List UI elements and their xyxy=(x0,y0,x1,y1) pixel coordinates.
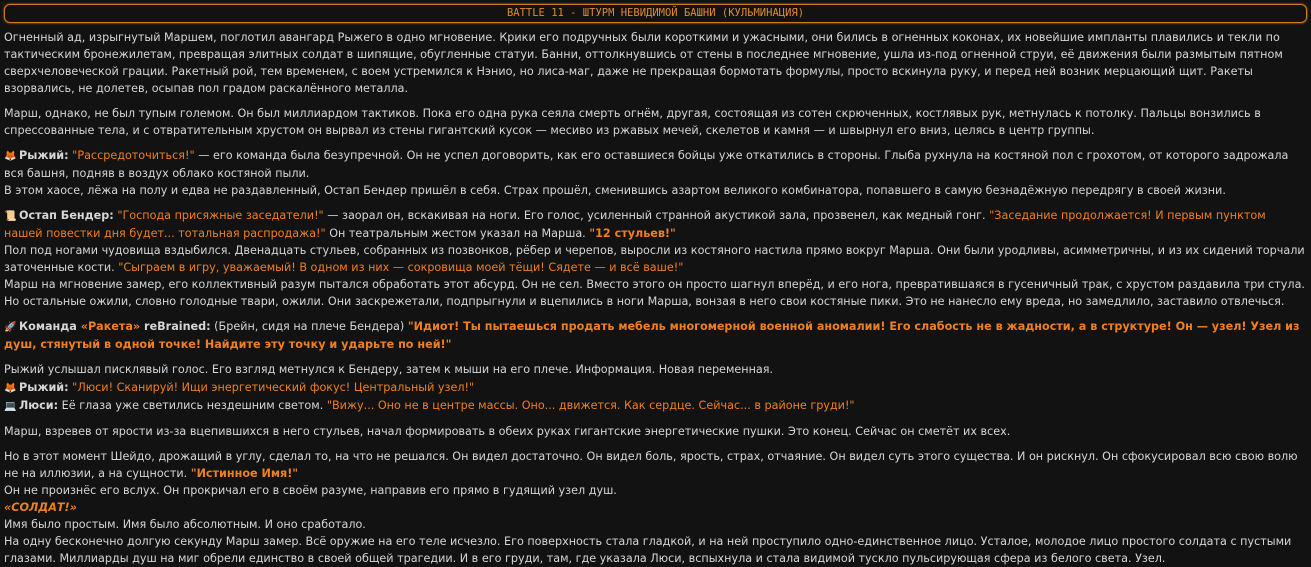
quote: "12 стульев!" xyxy=(589,227,676,240)
narration: В этом хаосе, лёжа на полу и едва не раздавленный, Остап Бендер пришёл в себя. Страх прошёл, сменившись азартом великого комбинатора, попавшего в самую безнадёжную передрягу в своей жизни. xyxy=(4,184,1226,197)
narration: На одну бесконечно долгую секунду Марш замер. Всё оружие на его теле исчезло. Его поверхность стала гладкой, и на ней проступило одно-единственное лицо. Усталое, молодое лицо простого солдата с пустыми глазами. Миллиарды душ на миг обрели единство в своей общей трагедии. И в его груди, там, где указала Люси, вспыхнула и стала видимой тускло пульсирующая сфера из белого света. Узел. xyxy=(4,535,1292,565)
paragraph-2: Марш, однако, не был тупым големом. Он был миллиардом тактиков. Пока его одна рука сеяла смерть огнём, другая, состоящая из сотен скрюченных, костлявых рук, метнулась к потолку. Пальцы вонзились в спрессованные тела, и с отвратительным хрустом он вырвал из стены гигантский кусок — месиво из ржавых мечей, скелетов и камня — и швырнул его вниз, целясь в центр группы. xyxy=(4,107,1261,137)
fox-icon: 🦊 xyxy=(4,383,17,394)
speaker-bender: Остап Бендер: xyxy=(19,209,114,222)
quote: "Вижу... Оно не в центре массы. Оно... движется. Как сердце. Сейчас... в районе груди!" xyxy=(326,399,855,412)
paragraph-7 xyxy=(4,379,1307,415)
speaker-rebrained: reBrained: xyxy=(140,320,211,333)
quote: "Люси! Сканируй! Ищи энергетический фокус! Центральный узел!" xyxy=(72,381,475,394)
quote: "Сыграем в игру, уважаемый! В одном из них — сокровища моей тёщи! Сядете — и всё ваше!" xyxy=(118,261,684,274)
narration: (Брейн, сидя на плече Бендера) xyxy=(210,320,408,333)
laptop-icon: 💻 xyxy=(4,401,17,412)
rocket-icon: 🚀 xyxy=(4,322,17,333)
narration: Но в этот момент Шейдо, дрожащий в углу, сделал то, на что не решался. Он видел достаточно. Он видел боль, ярость, страх, отчаяние. Он видел суть этого существа. И он рискнул. Он сфокусировал всю свою волю не на иллюзии, а на сущности. xyxy=(4,450,1298,480)
narration: — заорал он, вскакивая на ноги. Его голос, усиленный странной акустикой зала, прозвенел, как медный гонг. xyxy=(323,209,990,222)
quote: "Идиот! Ты пытаешься продать мебель многомерной военной аномалии! Его слабость не в жадности, а в структуре! Он — узел! Узел из душ, стянутый в одной точке! Найдите эту точку и ударьте по ней!" xyxy=(4,320,1300,351)
paragraph-5 xyxy=(4,318,1307,353)
narration: Пол под ногами чудовища вздыбился. Двенадцать стульев, собранных из позвонков, рёбер и черепов, выросли из костяного настила прямо вокруг Марша. Они были уродливы, асимметричны, и из их сидений торчали заточенные кости. xyxy=(4,244,1305,274)
quote: "Заседание продолжается! И первым пунктом нашей повестки дня будет... тотальная распродажа!" xyxy=(4,209,1266,240)
paragraph-8: Марш, взревев от ярости из-за вцепившихся в него стульев, начал формировать в обеих руках гигантские энергетические пушки. Это конец. Сейчас он сметёт их всех. xyxy=(4,425,1011,438)
fox-icon: 🦊 xyxy=(4,151,17,162)
battle-title: BATTLE 11 - ШТУРМ НЕВИДИМОЙ БАШНИ (КУЛЬМИНАЦИЯ) xyxy=(4,4,1307,23)
narration: Её глаза уже светились нездешним светом. xyxy=(58,399,327,412)
quote: "Рассредоточиться!" xyxy=(72,149,195,162)
quote: "Господа присяжные заседатели!" xyxy=(117,209,324,222)
paragraph-1: Огненный ад, изрыгнутый Маршем, поглотил авангард Рыжего в одно мгновение. Крики его подручных были короткими и ужасными, они бились в огненных коконах, их новейшие импланты плавились и текли по тактическим бронежилетам, превращая элитных солдат в шипящие, обугленные статуи. Банни, оттолкнувшись от стены в последнее мгновение, ушла из-под огненной струи, её движения были размытым пятном сверхчеловеческой грации. Ракетный рой, тем временем, с воем устремился к Нэнио, но лиса-маг, даже не прекращая бормотать формулы, просто вскинула руку, и перед ней возник мерцающий щит. Ракеты взорвались, не долетев, осыпав пол градом раскалённого металла. xyxy=(4,31,1283,95)
narration: — его команда была безупречной. Он не успел договорить, как его оставшиеся бойцы уже откатились в стороны. Глыба рухнула на костяной пол с грохотом, от которого задрожала вся башня, подняв в воздух облако костяной пыли. xyxy=(4,149,1289,180)
narration: Он не произнёс его вслух. Он прокричал его в своём разуме, направив его прямо в гудящий узел душ. xyxy=(4,484,617,497)
narration: Марш на мгновение замер, его коллективный разум пытался обработать этот абсурд. Он не сел. Вместо этого он просто шагнул вперёд, и его нога, превратившаяся в гусеничный трак, с хрустом раздавила три стула. Но остальные ожили, словно голодные твари, ожили. Они заскрежетали, подпрыгнули и вцепились в ноги Марша, вонзая в него свои костяные пики. Это не нанесло ему вреда, но замедлило, заставило отвлечься. xyxy=(4,278,1305,308)
team-name: «Ракета» xyxy=(80,320,141,333)
scroll-icon: 📜 xyxy=(4,211,17,222)
quote: "Истинное Имя!" xyxy=(190,467,299,480)
shout: «СОЛДАТ!» xyxy=(4,501,77,514)
speaker-ryzhiy: Рыжий: xyxy=(19,149,69,162)
speaker-ryzhiy: Рыжий: xyxy=(19,381,69,394)
paragraph-9 xyxy=(4,448,1307,567)
speaker-lucy: Люси: xyxy=(19,399,59,412)
story-content xyxy=(4,29,1307,567)
speaker-team: Команда xyxy=(19,320,81,333)
paragraph-3 xyxy=(4,147,1307,199)
narration: Он театральным жестом указал на Марша. xyxy=(325,227,590,240)
narration: Имя было простым. Имя было абсолютным. И оно сработало. xyxy=(4,518,366,531)
paragraph-6: Рыжий услышал писклявый голос. Его взгляд метнулся к Бендеру, затем к мыши на его плече. Информация. Новая переменная. xyxy=(4,363,774,376)
paragraph-4 xyxy=(4,207,1307,310)
